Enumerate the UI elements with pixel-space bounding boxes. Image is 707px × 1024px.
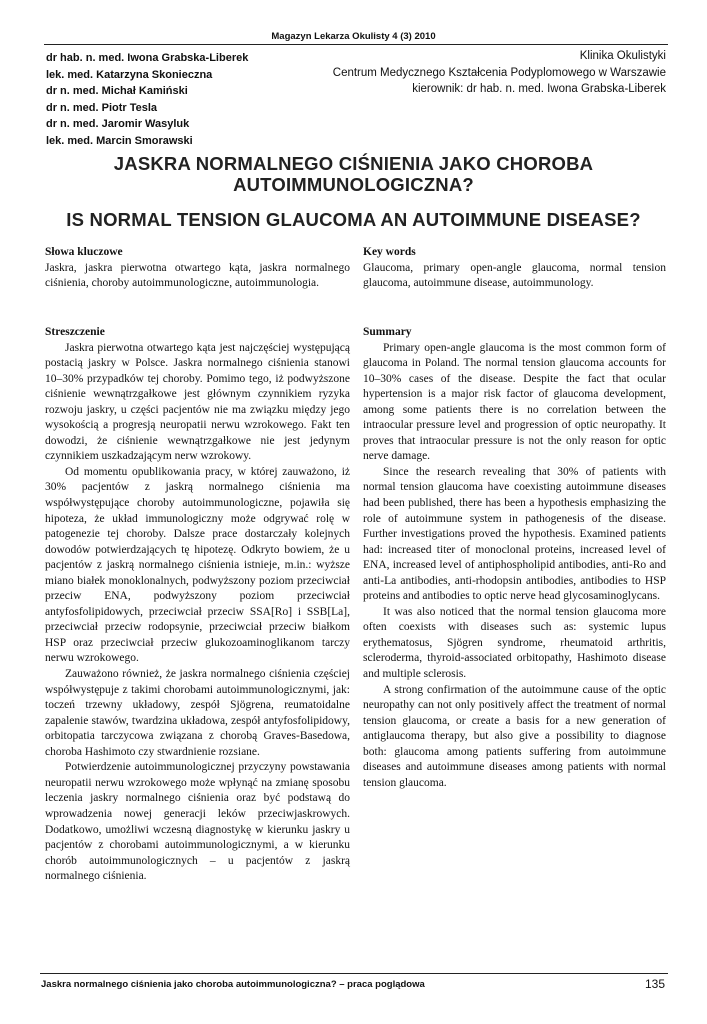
header-rule [44, 44, 668, 45]
keywords-english [363, 245, 666, 292]
footer-running-title: Jaskra normalnego ciśnienia jako choroba autoimmunologiczna? – praca poglądowa [41, 979, 425, 990]
abstract-polish-heading: Streszczenie [45, 326, 105, 338]
abstract-english-paragraph: A strong confirmation of the autoimmune cause of the optic neuropathy can not only positively affect the treatment of normal tension glaucoma, or create a basis for a new generation of antiglaucoma therapy, but also give a possibility to diagnose both: glaucoma among patients suffering from autoimmune diseases and autoimmune diseases among patients with normal tension glaucoma. [363, 683, 666, 789]
abstract-polish-paragraph: Od momentu opublikowania pracy, w której zauważono, iż 30% pacjentów z jaskrą normalnego ciśnienia ma współwystępujące choroby autoimmunologiczne, pojawiła się hipoteza, że układ immunologiczny może odgrywać rolę w patogenezie tej choroby. Dalsze prace dostarczały kolejnych dowodów potwierdzających tę hipotezę. Odkryto bowiem, że u pacjentów z jaskrą normalnego ciśnienia istnieje, m.in.: wyższe miano białek monoklonalnych, podwyższony poziom przeciwciał przeciw ENA, podwyższony poziom przeciwciał antyfosfolipidowych, przeciwciał przeciw SSA[Ro] i SSB[La], przeciwciał przeciw rodopsynie, przeciwciał przeciw białkom HSP oraz przeciwciał przeciw glukozoaminoglikanom tarczy nerwu wzrokowego. [45, 465, 350, 665]
page-number: 135 [644, 977, 665, 991]
affiliation [333, 48, 666, 98]
author: lek. med. Katarzyna Skonieczna [46, 68, 213, 81]
keywords-english-text: Glaucoma, primary open-angle glaucoma, normal tension glaucoma, autoimmune disease, autoimmunology. [363, 261, 666, 290]
abstract-english-paragraph: It was also noticed that the normal tension glaucoma more often coexists with diseases such as: systemic lupus erythematosus, Sjögren syndrome, rheumatoid arthritis, scleroderma, thyroid-associated orbitopathy, Hashimoto disease and multiple sclerosis. [363, 605, 666, 681]
abstract-polish-paragraph: Zauważono również, że jaskra normalnego ciśnienia częściej współwystępuje z takimi chorobami autoimmunologicznymi, jak: toczeń trzewny układowy, zespół Sjögrena, reumatoidalne zapalenie stawów, twardzina układowa, zespół antyfosfolipidowy, orbitopatia tarczycowa związana z chorobą Graves-Basedowa, choroba Hashimoto czy stwardnienie rozsiane. [45, 668, 350, 758]
affiliation-center: Centrum Medycznego Kształcenia Podyplomowego w Warszawie [332, 66, 666, 79]
abstract-english [363, 325, 666, 791]
abstract-polish [45, 325, 350, 885]
author: dr n. med. Michał Kamiński [46, 85, 188, 97]
affiliation-clinic: Klinika Okulistyki [579, 50, 666, 62]
keywords-polish-heading: Słowa kluczowe [45, 246, 123, 258]
abstract-english-heading: Summary [363, 326, 412, 338]
affiliation-head: kierownik: dr hab. n. med. Iwona Grabska-Liberek [412, 83, 666, 95]
title-polish: JASKRA NORMALNEGO CIŚNIENIA JAKO CHOROBA AUTOIMMUNOLOGICZNA? [113, 153, 594, 195]
author: lek. med. Marcin Smorawski [46, 134, 193, 147]
author: dr hab. n. med. Iwona Grabska-Liberek [46, 52, 249, 64]
journal-header: Magazyn Lekarza Okulisty 4 (3) 2010 [271, 31, 436, 42]
footer-rule [40, 973, 668, 974]
abstract-english-paragraph: Primary open-angle glaucoma is the most common form of glaucoma in Poland. The normal tension glaucoma accounts for 10–30% cases of the disease. Despite the fact that ocular hypertension is a major risk factor of glaucoma development, among some patients there is no correlation between the intraocular pressure level and progression of optic neuropathy. It proves that intraocular pressure is not the only reason for optic nerve damage. [363, 341, 666, 463]
author-list [46, 50, 248, 149]
abstract-polish-paragraph: Potwierdzenie autoimmunologicznej przyczyny powstawania neuropatii nerwu wzrokowego może wpłynąć na zmianę sposobu leczenia jaskry normalnego ciśnienia oraz być podstawą do wprowadzenia nowej generacji leków przeciwjaskrowych. Dodatkowo, umożliwi wczesną diagnostykę w kierunku jaskry u pacjentów z chorobami autoimmunologicznymi, a w kierunku chorób autoimmunologicznych – u pacjentów z jaskrą normalnego ciśnienia. [45, 761, 350, 883]
abstract-polish-paragraph: Jaskra pierwotna otwartego kąta jest najczęściej występującą postacią jaskry w Polsce. Jaskra normalnego ciśnienia stanowi 10–30% przypadków tej choroby. Pomimo tego, iż podwyższone ciśnienie wewnątrzgałkowe jest głównym czynnikiem ryzyka rozwoju jaskry, u części pacjentów nie ma związku między jego wysokością a progresją neuropatii nerwu wzrokowego. Fakt ten dowodzi, że ciśnienie wewnątrzgałkowe nie jest jedynym czynnikiem uszkadzającym nerw wzrokowy. [45, 341, 350, 463]
keywords-polish [45, 245, 350, 292]
keywords-english-heading: Key words [363, 246, 416, 258]
author: dr n. med. Jaromir Wasyluk [46, 118, 190, 130]
title-english: IS NORMAL TENSION GLAUCOMA AN AUTOIMMUNE DISEASE? [66, 209, 641, 230]
keywords-polish-text: Jaskra, jaskra pierwotna otwartego kąta, jaskra normalnego ciśnienia, choroby autoimmunologiczne, autoimmunologia. [45, 261, 350, 290]
abstract-english-paragraph: Since the research revealing that 30% of patients with normal tension glaucoma have coexisting autoimmune diseases had been published, there has been a hypothesis emphasizing the role of autoimmune system in pathogenesis of the disease. Further investigations proved the hypothesis. Examined patients had: increased titer of monoclonal proteins, increased level of ENA, increased level of antiphospholipid antibodies, anti-Ro and anti-La antibodies, anti-rhodopsin antibodies, antibodies to HSP proteins and antibodies to optic nerve head glycosaminoglycans. [363, 465, 666, 603]
author: dr n. med. Piotr Tesla [46, 101, 158, 114]
